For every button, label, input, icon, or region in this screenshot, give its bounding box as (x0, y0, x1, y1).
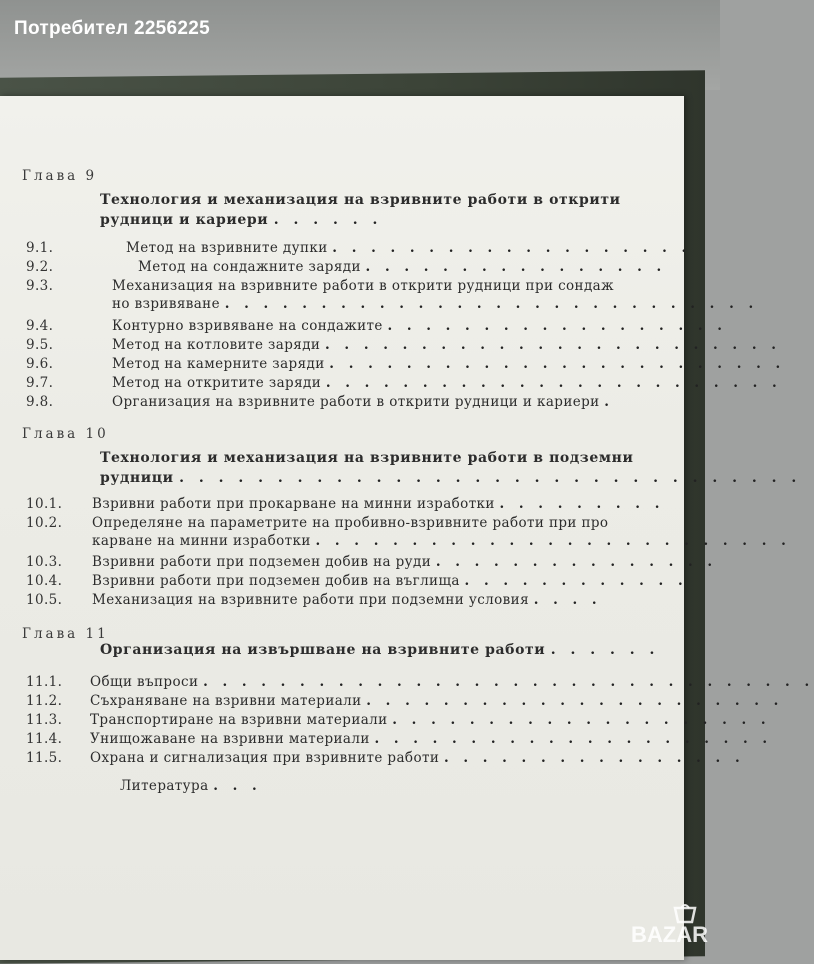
toc-entry: 10.2. Определяне на параметрите на пробивно-взривните работи при про (26, 515, 609, 531)
toc-entry: 11.3. Транспортиране на взривни материали . . . . . . . . . . . . . . . . . . . . (26, 712, 771, 728)
chapter-title: Организация на извършване на взривните работи . . . . . . (100, 642, 660, 658)
toc-entry-continued: карване на минни изработки . . . . . . . . . . . . . . . . . . . . . . . . . (92, 533, 791, 549)
toc-entry: 11.5. Охрана и сигнализация при взривните работи . . . . . . . . . . . . . . . . (26, 750, 745, 766)
toc-entry: 9.3. Механизация на взривните работи в открити рудници при сондаж (26, 278, 614, 294)
toc-entry-continued: но взривяване . . . . . . . . . . . . . . . . . . . . . . . . . . . . (112, 296, 759, 312)
toc-entry: 9.1. Метод на взривните дупки . . . . . . . . . . . . . . . . . . . (26, 240, 692, 256)
toc-entry: 11.4. Унищожаване на взривни материали . . . . . . . . . . . . . . . . . . . . . (26, 731, 773, 747)
toc-entry: 9.7. Метод на откритите заряди . . . . . . . . . . . . . . . . . . . . . . . . (26, 375, 782, 391)
username-label: Потребител 2256225 (14, 18, 211, 39)
book-page (0, 96, 814, 960)
toc-entry: 10.4. Взривни работи при подземен добив на въглища . . . . . . . . . . . . (26, 573, 688, 589)
toc-entry: 11.1. Общи въпроси . . . . . . . . . . . . . . . . . . . . . . . . . . . . . . . . (26, 674, 814, 690)
chapter-title: рудници . . . . . . . . . . . . . . . . . . . . . . . . . . . . . . . . (100, 470, 802, 486)
literature-entry: Литература . . . (120, 778, 262, 794)
toc-entry: 9.6. Метод на камерните заряди . . . . . . . . . . . . . . . . . . . . . . . . (26, 356, 786, 372)
chapter-heading: Глава 11 (22, 626, 109, 642)
chapter-title: Технология и механизация на взривните работи в подземни (100, 450, 634, 466)
toc-entry: 10.5. Механизация на взривните работи при подземни условия . . . . (26, 592, 602, 608)
chapter-title: рудници и кариери . . . . . . (100, 212, 383, 228)
toc-entry: 9.4. Контурно взривяване на сондажите . . . . . . . . . . . . . . . . . . (26, 318, 727, 334)
toc-entry: 9.2. Метод на сондажните заряди . . . . . . . . . . . . . . . . (26, 259, 667, 275)
toc-entry: 9.5. Метод на котловите заряди . . . . . . . . . . . . . . . . . . . . . . . . (26, 337, 781, 353)
chapter-heading: Глава 9 (22, 168, 98, 184)
bazar-watermark: BAZAR (631, 922, 708, 947)
chapter-title: Технология и механизация на взривните работи в открити (100, 192, 621, 208)
toc-entry: 11.2. Съхраняване на взривни материали . . . . . . . . . . . . . . . . . . . . . . (26, 693, 784, 709)
chapter-heading: Глава 10 (22, 426, 109, 442)
toc-entry: 9.8. Организация на взривните работи в открити рудници и кариери . (26, 394, 614, 410)
toc-entry: 10.3. Взривни работи при подземен добив на руди . . . . . . . . . . . . . . . (26, 554, 718, 570)
toc-entry: 10.1. Взривни работи при прокарване на минни изработки . . . . . . . . . (26, 496, 665, 512)
